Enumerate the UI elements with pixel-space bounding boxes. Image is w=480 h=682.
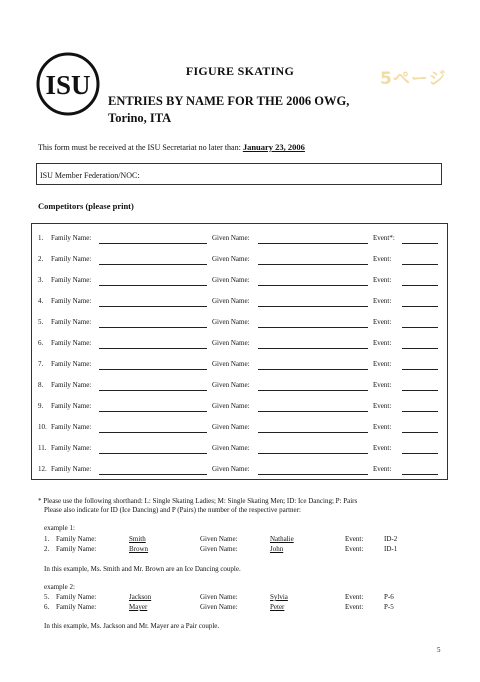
example-event: P-6	[384, 593, 394, 601]
example-row	[44, 603, 444, 613]
given-name-label: Given Name:	[212, 234, 250, 242]
family-name-field[interactable]	[99, 474, 207, 475]
example-event-label: Event:	[345, 545, 364, 553]
federation-field[interactable]	[36, 163, 442, 185]
event-label: Event:	[373, 444, 392, 452]
given-name-label: Given Name:	[212, 381, 250, 389]
example-family-label: Family Name:	[56, 545, 97, 553]
family-name-field[interactable]	[99, 432, 207, 433]
example1-table	[44, 535, 444, 557]
given-name-label: Given Name:	[212, 318, 250, 326]
competitor-row	[32, 444, 449, 456]
event-field[interactable]	[402, 243, 438, 244]
competitor-row	[32, 255, 449, 267]
page-subtitle	[108, 93, 349, 127]
family-name-field[interactable]	[99, 411, 207, 412]
row-number: 3.	[38, 276, 44, 284]
event-field[interactable]	[402, 369, 438, 370]
family-name-field[interactable]	[99, 390, 207, 391]
competitors-title: Competitors (please print)	[38, 201, 134, 211]
event-field[interactable]	[402, 264, 438, 265]
competitor-row	[32, 423, 449, 435]
row-number: 8.	[38, 381, 44, 389]
row-number: 9.	[38, 402, 44, 410]
competitor-row	[32, 276, 449, 288]
event-field[interactable]	[402, 327, 438, 328]
competitor-row	[32, 234, 449, 246]
example-event-label: Event:	[345, 535, 364, 543]
example-row	[44, 593, 444, 603]
isu-logo	[36, 52, 100, 116]
example-num: 2.	[44, 545, 50, 553]
example-given: Nathalie	[270, 535, 294, 543]
family-name-label: Family Name:	[51, 423, 92, 431]
given-name-field[interactable]	[258, 285, 368, 286]
example-given: Sylvia	[270, 593, 288, 601]
deadline-date: January 23, 2006	[242, 142, 305, 152]
event-label: Event:	[373, 318, 392, 326]
row-number: 11.	[38, 444, 47, 452]
competitor-row	[32, 339, 449, 351]
family-name-label: Family Name:	[51, 339, 92, 347]
family-name-field[interactable]	[99, 264, 207, 265]
page-stamp: 5ページ	[380, 69, 447, 89]
example-num: 5.	[44, 593, 50, 601]
example-family-label: Family Name:	[56, 593, 97, 601]
given-name-field[interactable]	[258, 348, 368, 349]
logo-text: ISU	[45, 70, 91, 100]
federation-label: ISU Member Federation/NOC:	[40, 171, 140, 180]
family-name-field[interactable]	[99, 243, 207, 244]
given-name-field[interactable]	[258, 432, 368, 433]
row-number: 6.	[38, 339, 44, 347]
example-given-label: Given Name:	[200, 603, 238, 611]
page-title: FIGURE SKATING	[185, 64, 295, 78]
competitor-row	[32, 318, 449, 330]
deadline-text: This form must be received at the ISU Secretariat no later than:	[38, 143, 241, 152]
example-family: Mayer	[129, 603, 148, 611]
family-name-field[interactable]	[99, 348, 207, 349]
example2-table	[44, 593, 444, 615]
given-name-field[interactable]	[258, 264, 368, 265]
given-name-label: Given Name:	[212, 423, 250, 431]
event-field[interactable]	[402, 285, 438, 286]
event-field[interactable]	[402, 432, 438, 433]
family-name-field[interactable]	[99, 285, 207, 286]
family-name-field[interactable]	[99, 453, 207, 454]
example-event: P-5	[384, 603, 394, 611]
competitor-row	[32, 297, 449, 309]
example-family-label: Family Name:	[56, 603, 97, 611]
row-number: 7.	[38, 360, 44, 368]
example-family-label: Family Name:	[56, 535, 97, 543]
event-label: Event:	[373, 465, 392, 473]
event-label: Event:	[373, 255, 392, 263]
row-number: 5.	[38, 318, 44, 326]
row-number: 4.	[38, 297, 44, 305]
family-name-label: Family Name:	[51, 381, 92, 389]
given-name-field[interactable]	[258, 453, 368, 454]
event-field[interactable]	[402, 306, 438, 307]
given-name-label: Given Name:	[212, 297, 250, 305]
example-given: Peter	[270, 603, 285, 611]
family-name-label: Family Name:	[51, 318, 92, 326]
example1-title: example 1:	[44, 524, 75, 532]
example-event: ID-2	[384, 535, 398, 543]
example-event: ID-1	[384, 545, 398, 553]
example-row	[44, 545, 444, 555]
given-name-field[interactable]	[258, 243, 368, 244]
example-family: Brown	[129, 545, 149, 553]
example2-title: example 2:	[44, 583, 75, 591]
deadline-notice	[38, 142, 305, 152]
family-name-label: Family Name:	[51, 444, 92, 452]
event-label: Event:	[373, 276, 392, 284]
example-event-label: Event:	[345, 603, 364, 611]
example-num: 1.	[44, 535, 50, 543]
given-name-field[interactable]	[258, 327, 368, 328]
given-name-label: Given Name:	[212, 465, 250, 473]
event-field[interactable]	[402, 411, 438, 412]
competitor-row	[32, 360, 449, 372]
family-name-label: Family Name:	[51, 297, 92, 305]
event-label: Event*:	[373, 234, 395, 242]
competitor-row	[32, 465, 449, 477]
row-number: 10.	[38, 423, 47, 431]
given-name-field[interactable]	[258, 306, 368, 307]
row-number: 2.	[38, 255, 44, 263]
family-name-field[interactable]	[99, 306, 207, 307]
example-family: Smith	[129, 535, 146, 543]
notes-line1: * Please use the following shorthand: L: Single Skating Ladies; M: Single Skating Men; ID: Ice Dancing; P: Pairs	[38, 497, 358, 505]
shorthand-notes	[38, 497, 357, 515]
family-name-label: Family Name:	[51, 234, 92, 242]
competitor-row	[32, 402, 449, 414]
event-field[interactable]	[402, 474, 438, 475]
given-name-field[interactable]	[258, 474, 368, 475]
example-given-label: Given Name:	[200, 593, 238, 601]
example-given-label: Given Name:	[200, 545, 238, 553]
given-name-field[interactable]	[258, 369, 368, 370]
family-name-label: Family Name:	[51, 255, 92, 263]
example-family: Jackson	[129, 593, 152, 601]
event-label: Event:	[373, 381, 392, 389]
family-name-field[interactable]	[99, 327, 207, 328]
example1-caption: In this example, Ms. Smith and Mr. Brown are an Ice Dancing couple.	[44, 565, 241, 573]
given-name-field[interactable]	[258, 411, 368, 412]
given-name-label: Given Name:	[212, 444, 250, 452]
page-number: 5	[437, 646, 441, 654]
competitors-table	[31, 223, 448, 480]
example-given-label: Given Name:	[200, 535, 238, 543]
given-name-label: Given Name:	[212, 402, 250, 410]
notes-line2: Please also indicate for ID (Ice Dancing) and P (Pairs) the number of the respective partner:	[44, 506, 301, 514]
subtitle-line2: Torino, ITA	[108, 111, 172, 125]
event-field[interactable]	[402, 453, 438, 454]
family-name-field[interactable]	[99, 369, 207, 370]
event-label: Event:	[373, 402, 392, 410]
competitor-row	[32, 381, 449, 393]
given-name-label: Given Name:	[212, 339, 250, 347]
given-name-field[interactable]	[258, 390, 368, 391]
given-name-label: Given Name:	[212, 276, 250, 284]
example-row	[44, 535, 444, 545]
example-event-label: Event:	[345, 593, 364, 601]
example2-caption: In this example, Ms. Jackson and Mr. Mayer are a Pair couple.	[44, 622, 220, 630]
event-label: Event:	[373, 297, 392, 305]
row-number: 1.	[38, 234, 44, 242]
subtitle-line1: ENTRIES BY NAME FOR THE 2006 OWG,	[108, 94, 350, 108]
event-field[interactable]	[402, 348, 438, 349]
row-number: 12.	[38, 465, 47, 473]
event-label: Event:	[373, 339, 392, 347]
family-name-label: Family Name:	[51, 465, 92, 473]
example-given: John	[270, 545, 284, 553]
event-label: Event:	[373, 423, 392, 431]
event-field[interactable]	[402, 390, 438, 391]
given-name-label: Given Name:	[212, 360, 250, 368]
example-num: 6.	[44, 603, 50, 611]
event-label: Event:	[373, 360, 392, 368]
family-name-label: Family Name:	[51, 276, 92, 284]
given-name-label: Given Name:	[212, 255, 250, 263]
family-name-label: Family Name:	[51, 402, 92, 410]
family-name-label: Family Name:	[51, 360, 92, 368]
